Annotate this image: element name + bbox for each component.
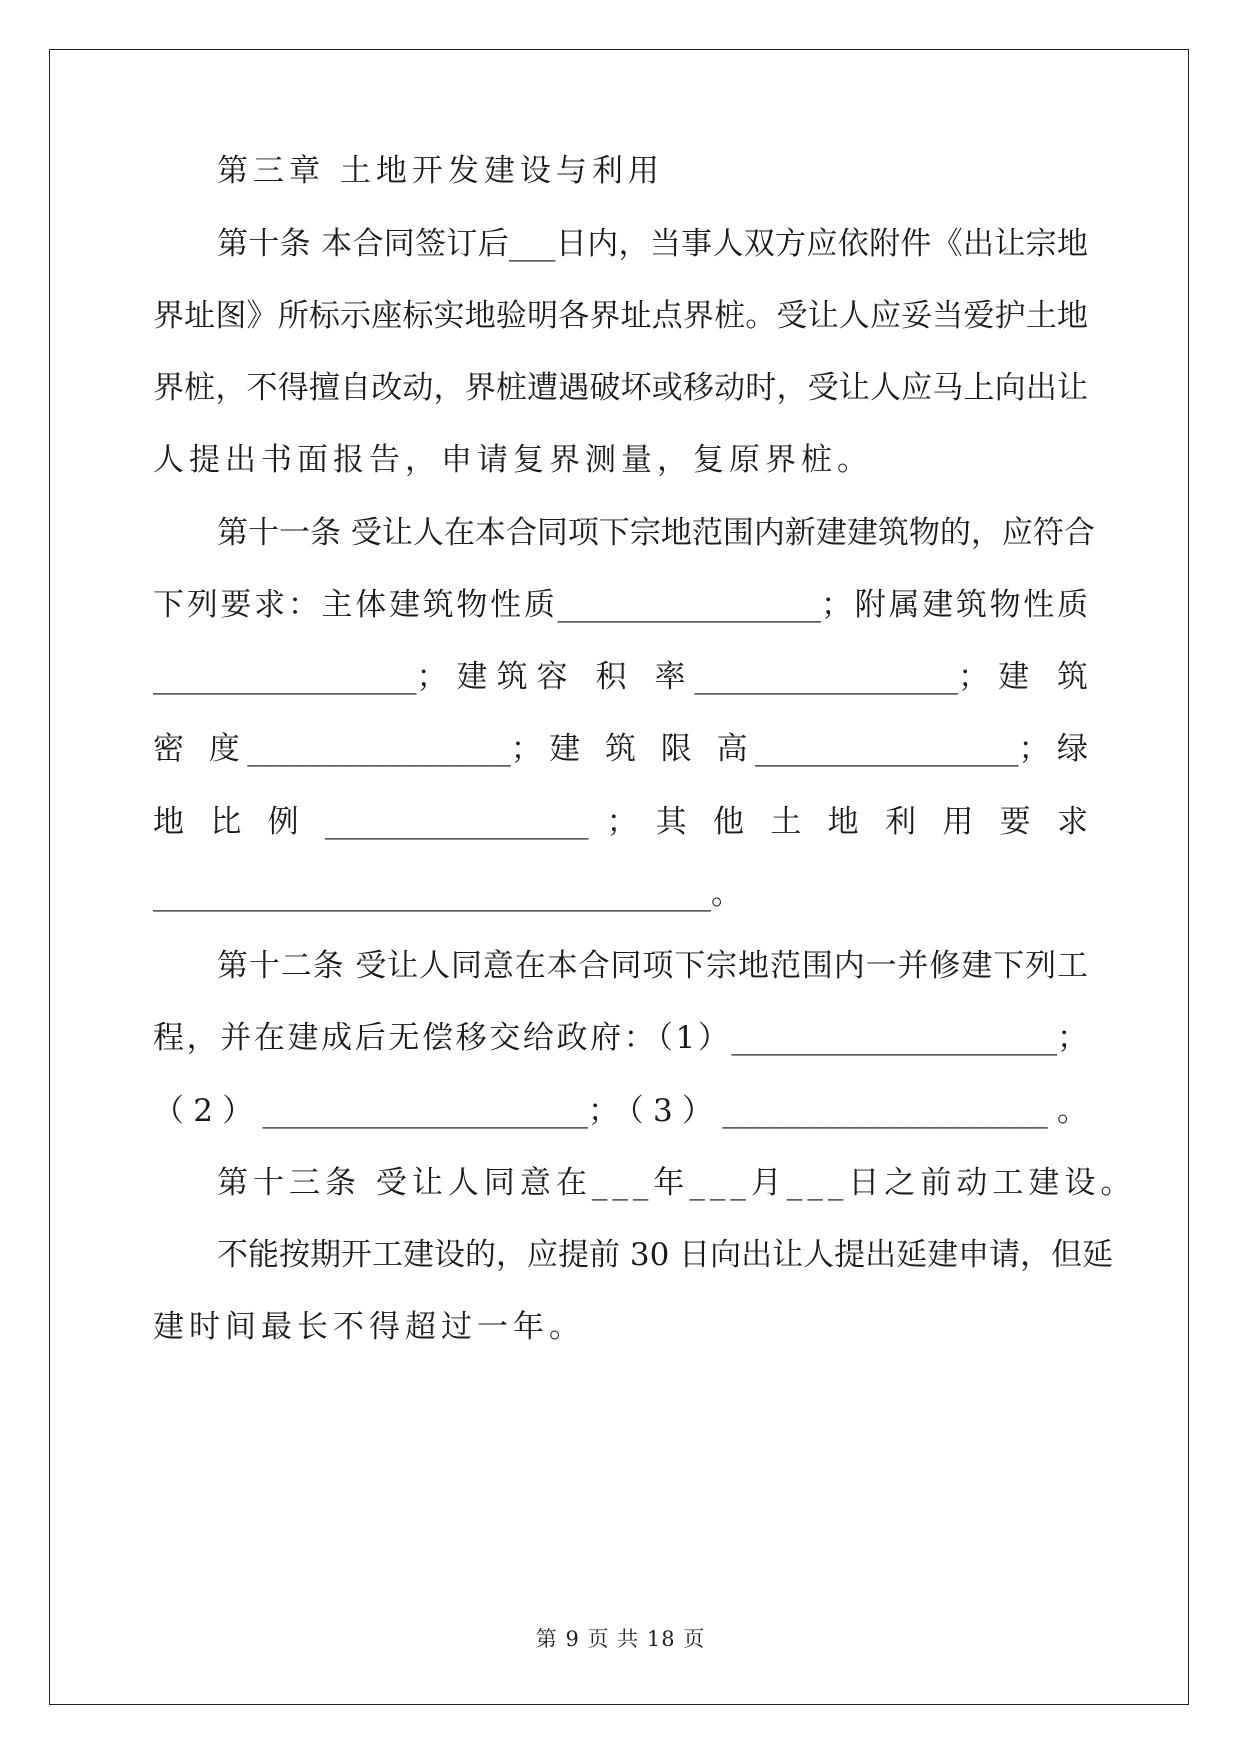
article-13-line-1: 第十三条 受让人同意在___年___月___日之前动工建设。 <box>217 1165 1137 1201</box>
article-11-line-5: 地 比 例 _________________ ； 其 他 土 地 利 用 要 求 <box>153 804 1088 840</box>
article-11-line-4: 密 度_________________；建 筑 限 高_________________；绿 <box>153 731 1088 767</box>
article-13-line-3: 建时间最长不得超过一年。 <box>153 1309 585 1345</box>
article-10-line-1: 第十条 本合同签订后___日内，当事人双方应依附件《出让宗地 <box>217 226 1088 262</box>
article-11-line-3: _________________；建筑容 积 率_________________；建 筑 <box>153 659 1088 695</box>
article-10-line-3: 界桩，不得擅自改动，界桩遭遇破坏或移动时，受让人应马上向出让 <box>153 370 1088 406</box>
article-12-line-2: 程，并在建成后无偿移交给政府：（1）_____________________； <box>153 1020 1088 1056</box>
article-13-line-2: 不能按期开工建设的，应提前 30 日向出让人提出延建申请，但延 <box>217 1237 1114 1273</box>
article-11-line-6: ____________________________________。 <box>153 876 742 912</box>
page-number-footer: 第 9 页 共 18 页 <box>535 1627 706 1651</box>
article-11-line-2: 下列要求：主体建筑物性质_________________；附属建筑物性质 <box>153 587 1088 623</box>
article-12-line-1: 第十二条 受让人同意在本合同项下宗地范围内一并修建下列工 <box>217 948 1088 984</box>
article-11-line-1: 第十一条 受让人在本合同项下宗地范围内新建建筑物的，应符合 <box>217 515 1095 551</box>
article-10-line-4: 人提出书面报告，申请复界测量，复原界桩。 <box>153 442 873 478</box>
article-12-line-3: （2）_____________________；（3）_____________________。 <box>153 1093 1088 1129</box>
article-10-line-2: 界址图》所标示座标实地验明各界址点界桩。受让人应妥当爱护土地 <box>153 298 1088 334</box>
chapter-heading: 第三章 土地开发建设与利用 <box>217 153 664 189</box>
